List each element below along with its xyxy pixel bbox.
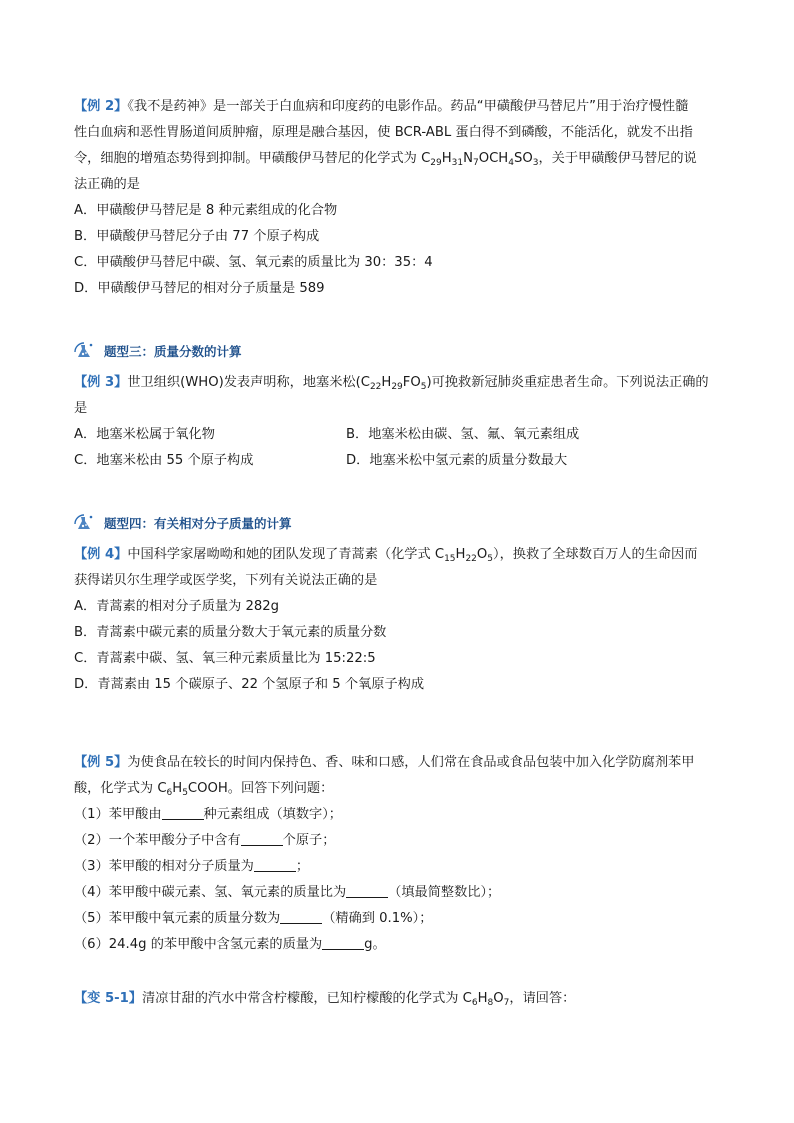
ex2-option-a: A．甲磺酸伊马替尼是 8 种元素组成的化合物 (74, 203, 338, 218)
ex4-line1: 【例 4】中国科学家屠呦呦和她的团队发现了青蒿素（化学式 $C_{15}H_{22}O_5$），换救了全球数百万人的生命因而 (74, 547, 698, 564)
section-heading-4 (72, 510, 292, 536)
ex3-line1: 【例 3】世卫组织(WHO)发表声明称，地塞米松$(C_{22}H_{29}FO_5)$可挽救新冠肺炎重症患者生命。下列说法正确的 (74, 375, 709, 392)
ex5-question-2: （2）一个苯甲酸分子中含有 个原子； (74, 833, 336, 848)
ex3-option-b: B．地塞米松由碳、氢、氟、氧元素组成 (346, 427, 580, 442)
flask-icon (72, 339, 96, 363)
answer-blank[interactable] (241, 831, 283, 846)
ex2-line1: 【例 2】《我不是药神》是一部关于白血病和印度药的电影作品。药品“甲磺酸伊马替尼片”用于治疗慢性髓 (74, 99, 689, 114)
answer-blank[interactable] (322, 935, 364, 950)
ex5-tag: 【例 5】 (74, 755, 128, 770)
ex2-line4: 法正确的是 (74, 177, 140, 192)
ex4-line2: 获得诺贝尔生理学或医学奖，下列有关说法正确的是 (74, 573, 378, 588)
ex4-tag: 【例 4】 (74, 547, 128, 562)
ex2-line2: 性白血病和恶性胃肠道间质肿瘤，原理是融合基因，使 BCR-ABL 蛋白得不到磷酸，不能活化，就发不出指 (74, 125, 693, 140)
ex4-option-b: B．青蒿素中碳元素的质量分数大于氧元素的质量分数 (74, 625, 387, 640)
answer-blank[interactable] (162, 805, 204, 820)
section-heading-4-text: 题型四：有关相对分子质量的计算 (104, 516, 292, 531)
ex3-option-a: A．地塞米松属于氧化物 (74, 427, 215, 442)
ex5-line2: 酸，化学式为 $C_6H_5COOH$。回答下列问题： (74, 781, 334, 798)
ex2-option-d: D．甲磺酸伊马替尼的相对分子质量是 589 (74, 281, 325, 296)
ex4-option-c: C．青蒿素中碳、氢、氧三种元素质量比为 15:22:5 (74, 651, 376, 666)
ex2-option-c: C．甲磺酸伊马替尼中碳、氢、氧元素的质量比为 30：35：4 (74, 255, 433, 270)
var51-line1: 【变 5-1】清凉甘甜的汽水中常含柠檬酸，已知柠檬酸的化学式为 $C_6H_8O_7$，请回答： (74, 991, 576, 1008)
section-heading-3-text: 题型三：质量分数的计算 (104, 344, 242, 359)
ex3-line2: 是 (74, 401, 88, 416)
answer-blank[interactable] (346, 883, 388, 898)
ex5-question-3: （3）苯甲酸的相对分子质量为 ； (74, 859, 310, 874)
answer-blank[interactable] (254, 857, 296, 872)
ex4-option-a: A．青蒿素的相对分子质量为 282g (74, 599, 280, 614)
var51-tag: 【变 5-1】 (74, 991, 142, 1006)
ex5-question-1: （1）苯甲酸由 种元素组成（填数字）； (74, 807, 342, 822)
answer-blank[interactable] (280, 909, 322, 924)
flask-icon (72, 511, 96, 535)
ex2-tag: 【例 2】 (74, 99, 128, 114)
ex5-question-5: （5）苯甲酸中氧元素的质量分数为 （精确到 0.1%）； (74, 911, 433, 926)
ex5-question-4: （4）苯甲酸中碳元素、氢、氧元素的质量比为 （填最简整数比）； (74, 885, 501, 900)
ex5-question-6: （6）24.4g 的苯甲酸中含氢元素的质量为 g。 (74, 937, 386, 952)
section-heading-3 (72, 338, 242, 364)
ex3-option-d: D．地塞米松中氢元素的质量分数最大 (346, 453, 568, 468)
ex3-option-c: C．地塞米松由 55 个原子构成 (74, 453, 254, 468)
ex5-line1: 【例 5】为使食品在较长的时间内保持色、香、味和口感，人们常在食品或食品包装中加入化学防腐剂苯甲 (74, 755, 695, 770)
ex2-line3: 令，细胞的增殖态势得到抑制。甲磺酸伊马替尼的化学式为 $C_{29}H_{31}N_7OCH_4SO_3$，关于甲磺酸伊马替尼的说 (74, 151, 697, 168)
ex4-option-d: D．青蒿素由 15 个碳原子、22 个氢原子和 5 个氧原子构成 (74, 677, 425, 692)
ex2-option-b: B．甲磺酸伊马替尼分子由 77 个原子构成 (74, 229, 320, 244)
ex3-tag: 【例 3】 (74, 375, 128, 390)
